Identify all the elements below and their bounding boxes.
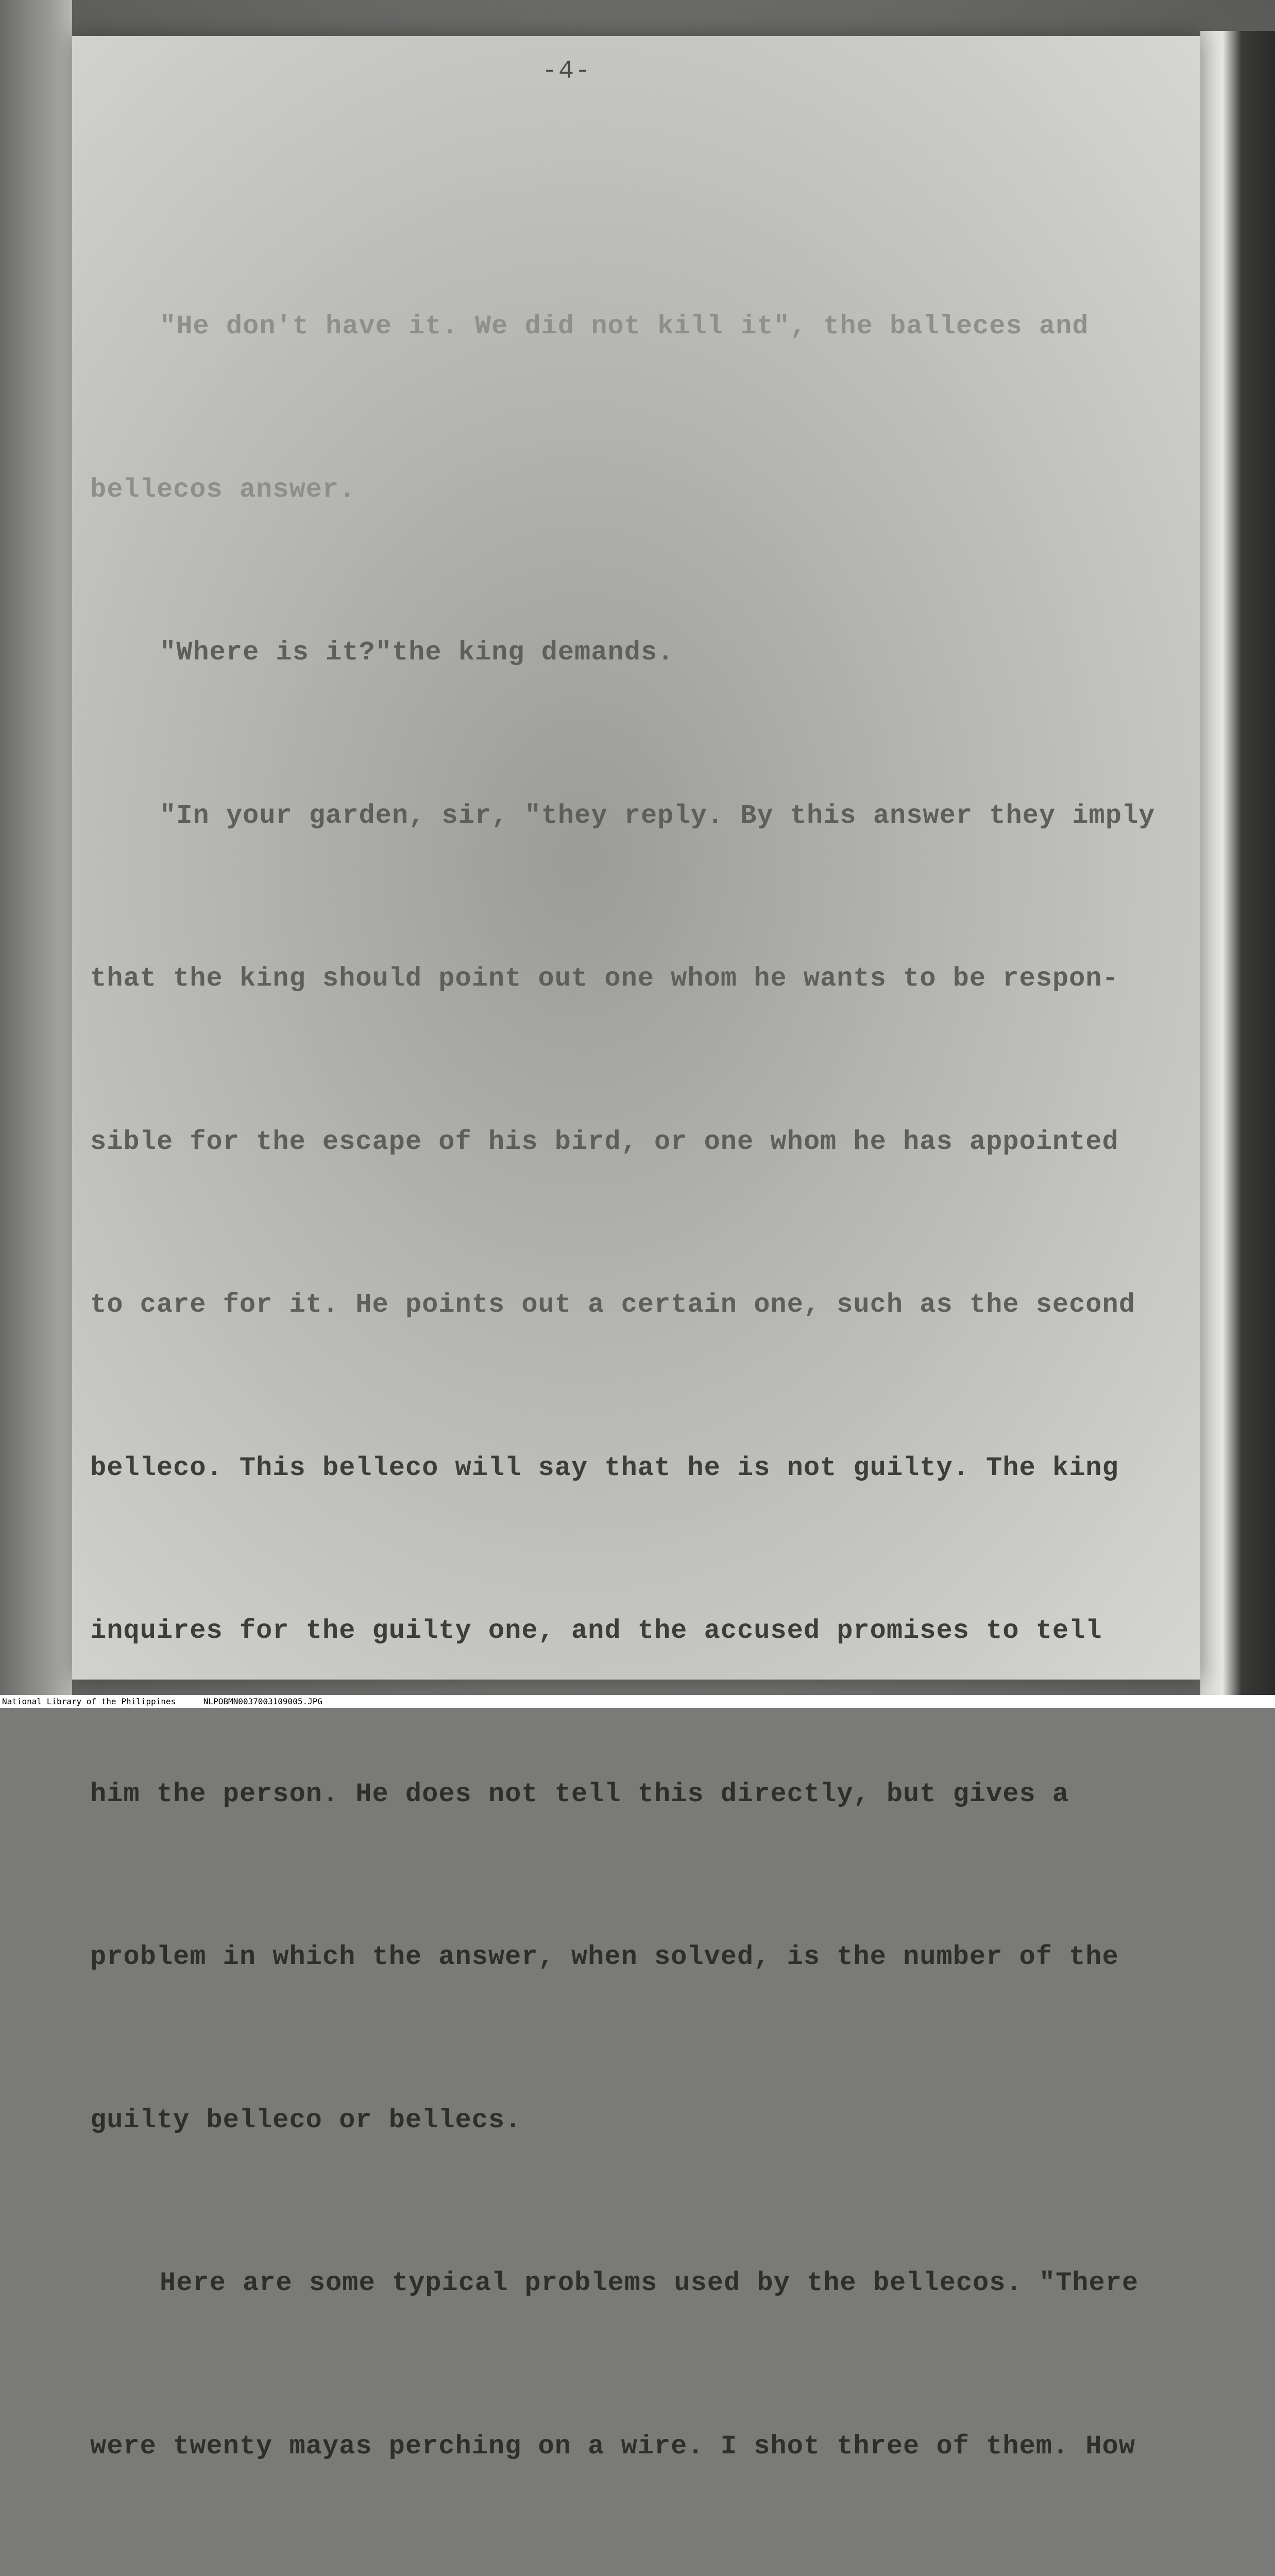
text-line: were twenty mayas perching on a wire. I shot three of them. How bbox=[90, 2431, 1135, 2462]
footer-filename: NLPOBMN0037003109005.JPG bbox=[203, 1697, 322, 1706]
text-line: that the king should point out one whom he wants to be respon- bbox=[90, 963, 1119, 994]
text-line: him the person. He does not tell this directly, but gives a bbox=[90, 1778, 1069, 1809]
text-line: problem in which the answer, when solved, is the number of the bbox=[90, 1942, 1119, 1972]
body-text bbox=[90, 191, 1155, 2576]
text-line: Here are some typical problems used by the bellecos. "There bbox=[160, 2268, 1139, 2298]
text-line: bellecos answer. bbox=[90, 474, 356, 505]
footer-source: National Library of the Philippines bbox=[2, 1697, 176, 1706]
text-line: inquires for the guilty one, and the accused promises to tell bbox=[90, 1616, 1102, 1646]
text-line: "In your garden, sir, "they reply. By this answer they imply bbox=[160, 800, 1155, 831]
text-line: sible for the escape of his bird, or one whom he has appointed bbox=[90, 1126, 1119, 1157]
text-line: to care for it. He points out a certain one, such as the second bbox=[90, 1290, 1135, 1320]
text-line: guilty belleco or bellecs. bbox=[90, 2105, 522, 2136]
text-line: belleco. This belleco will say that he is not guilty. The king bbox=[90, 1452, 1119, 1483]
page-number: -4- bbox=[541, 57, 591, 86]
text-line: "He don't have it. We did not kill it", the balleces and bbox=[160, 311, 1089, 342]
left-film-edge bbox=[0, 0, 72, 1700]
image-footer bbox=[0, 1695, 1275, 1708]
right-film-edge bbox=[1200, 31, 1275, 1700]
text-line: "Where is it?"the king demands. bbox=[160, 637, 674, 668]
